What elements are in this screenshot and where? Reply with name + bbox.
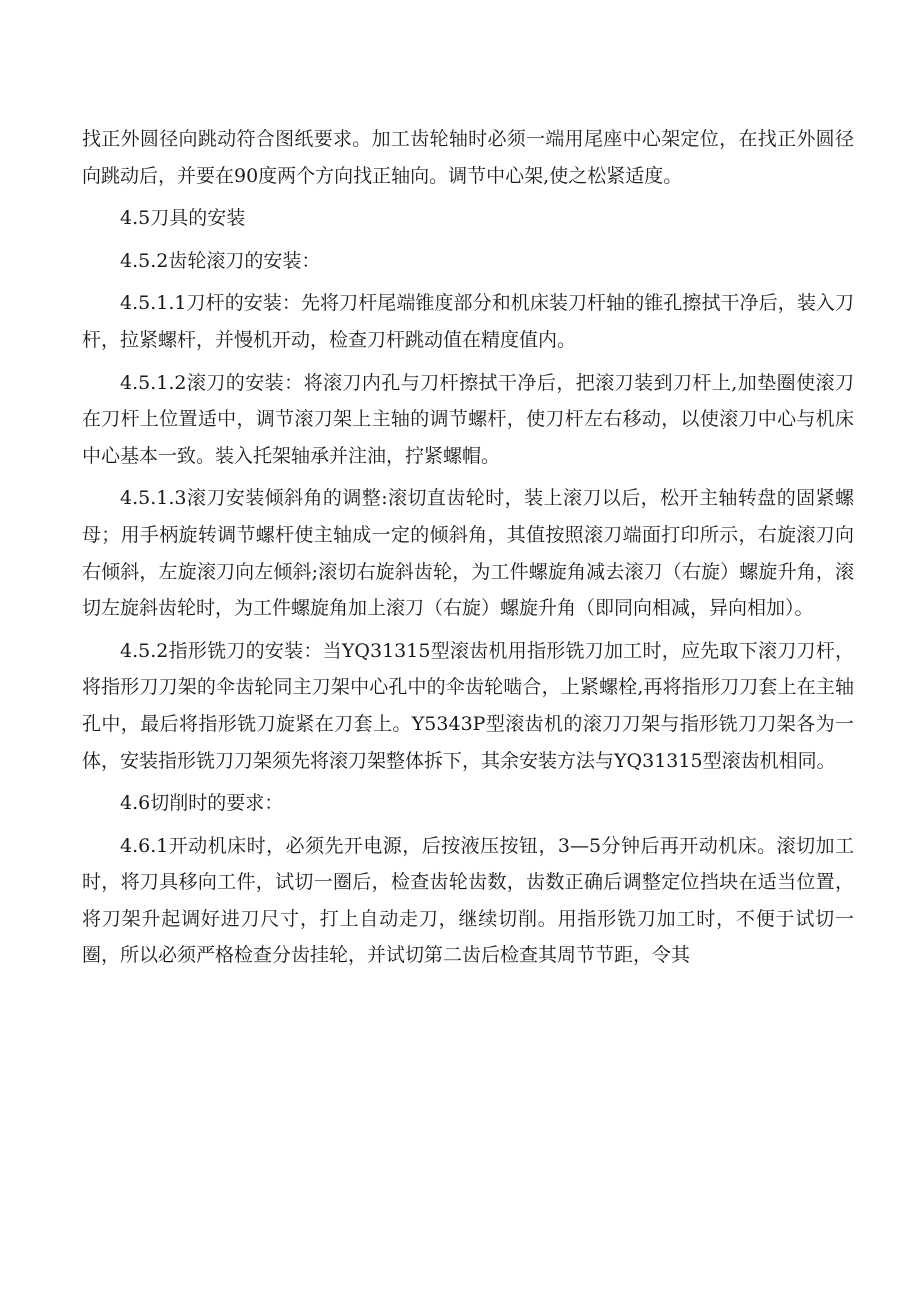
paragraph-4-5-2-finger-cutter: 4.5.2指形铣刀的安装：当YQ31315型滚齿机用指形铣刀加工时，应先取下滚刀刀杆，将指形刀刀架的伞齿轮同主刀架中心孔中的伞齿轮啮合，上紧螺栓,再将指形刀刀套上在主轴孔中，最后将指形铣刀旋紧在刀套上。Y5343P型滚齿机的滚刀刀架与指形铣刀刀架各为一体，安装指形铣刀刀架须先将滚刀架整体拆下，其余安装方法与YQ31315型滚齿机相同。: [82, 639, 854, 772]
section-heading-4-5: 4.5刀具的安装: [120, 207, 246, 230]
document-page: [82, 121, 854, 980]
paragraph-4-5-1-2: 4.5.1.2滚刀的安装：将滚刀内孔与刀杆擦拭干净后，把滚刀装到刀杆上,加垫圈使滚刀在刀杆上位置适中，调节滚刀架上主轴的调节螺杆，使刀杆左右移动，以使滚刀中心与机床中心基本一致。装入托架轴承并注油，拧紧螺帽。: [82, 371, 854, 467]
paragraph-4-5-1-3: 4.5.1.3滚刀安装倾斜角的调整:滚切直齿轮时，装上滚刀以后，松开主轴转盘的固紧螺母；用手柄旋转调节螺杆使主轴成一定的倾斜角，其值按照滚刀端面打印所示，右旋滚刀向右倾斜，左旋滚刀向左倾斜;滚切右旋斜齿轮，为工件螺旋角减去滚刀（右旋）螺旋升角，滚切左旋斜齿轮时，为工件螺旋角加上滚刀（右旋）螺旋升角（即同向相减，异向相加）。: [82, 487, 854, 620]
paragraph-continuation: 找正外圆径向跳动符合图纸要求。加工齿轮轴时必须一端用尾座中心架定位，在找正外圆径向跳动后，并要在90度两个方向找正轴向。调节中心架,使之松紧适度。: [82, 128, 854, 187]
subsection-heading-4-5-2-hob: 4.5.2齿轮滚刀的安装：: [120, 249, 321, 272]
paragraph-4-5-1-1: 4.5.1.1刀杆的安装：先将刀杆尾端锥度部分和机床装刀杆轴的锥孔擦拭干净后，装入刀杆，拉紧螺杆，并慢机开动，检查刀杆跳动值在精度值内。: [82, 292, 854, 351]
section-heading-4-6: 4.6切削时的要求：: [120, 792, 284, 815]
paragraph-4-6-1: 4.6.1开动机床时，必须先开电源，后按液压按钮，3—5分钟后再开动机床。滚切加工时，将刀具移向工件，试切一圈后，检查齿轮齿数，齿数正确后调整定位挡块在适当位置，将刀架升起调好进刀尺寸，打上自动走刀，继续切削。用指形铣刀加工时，不便于试切一圈，所以必须严格检查分齿挂轮，并试切第二齿后检查其周节节距，令其: [82, 834, 854, 967]
